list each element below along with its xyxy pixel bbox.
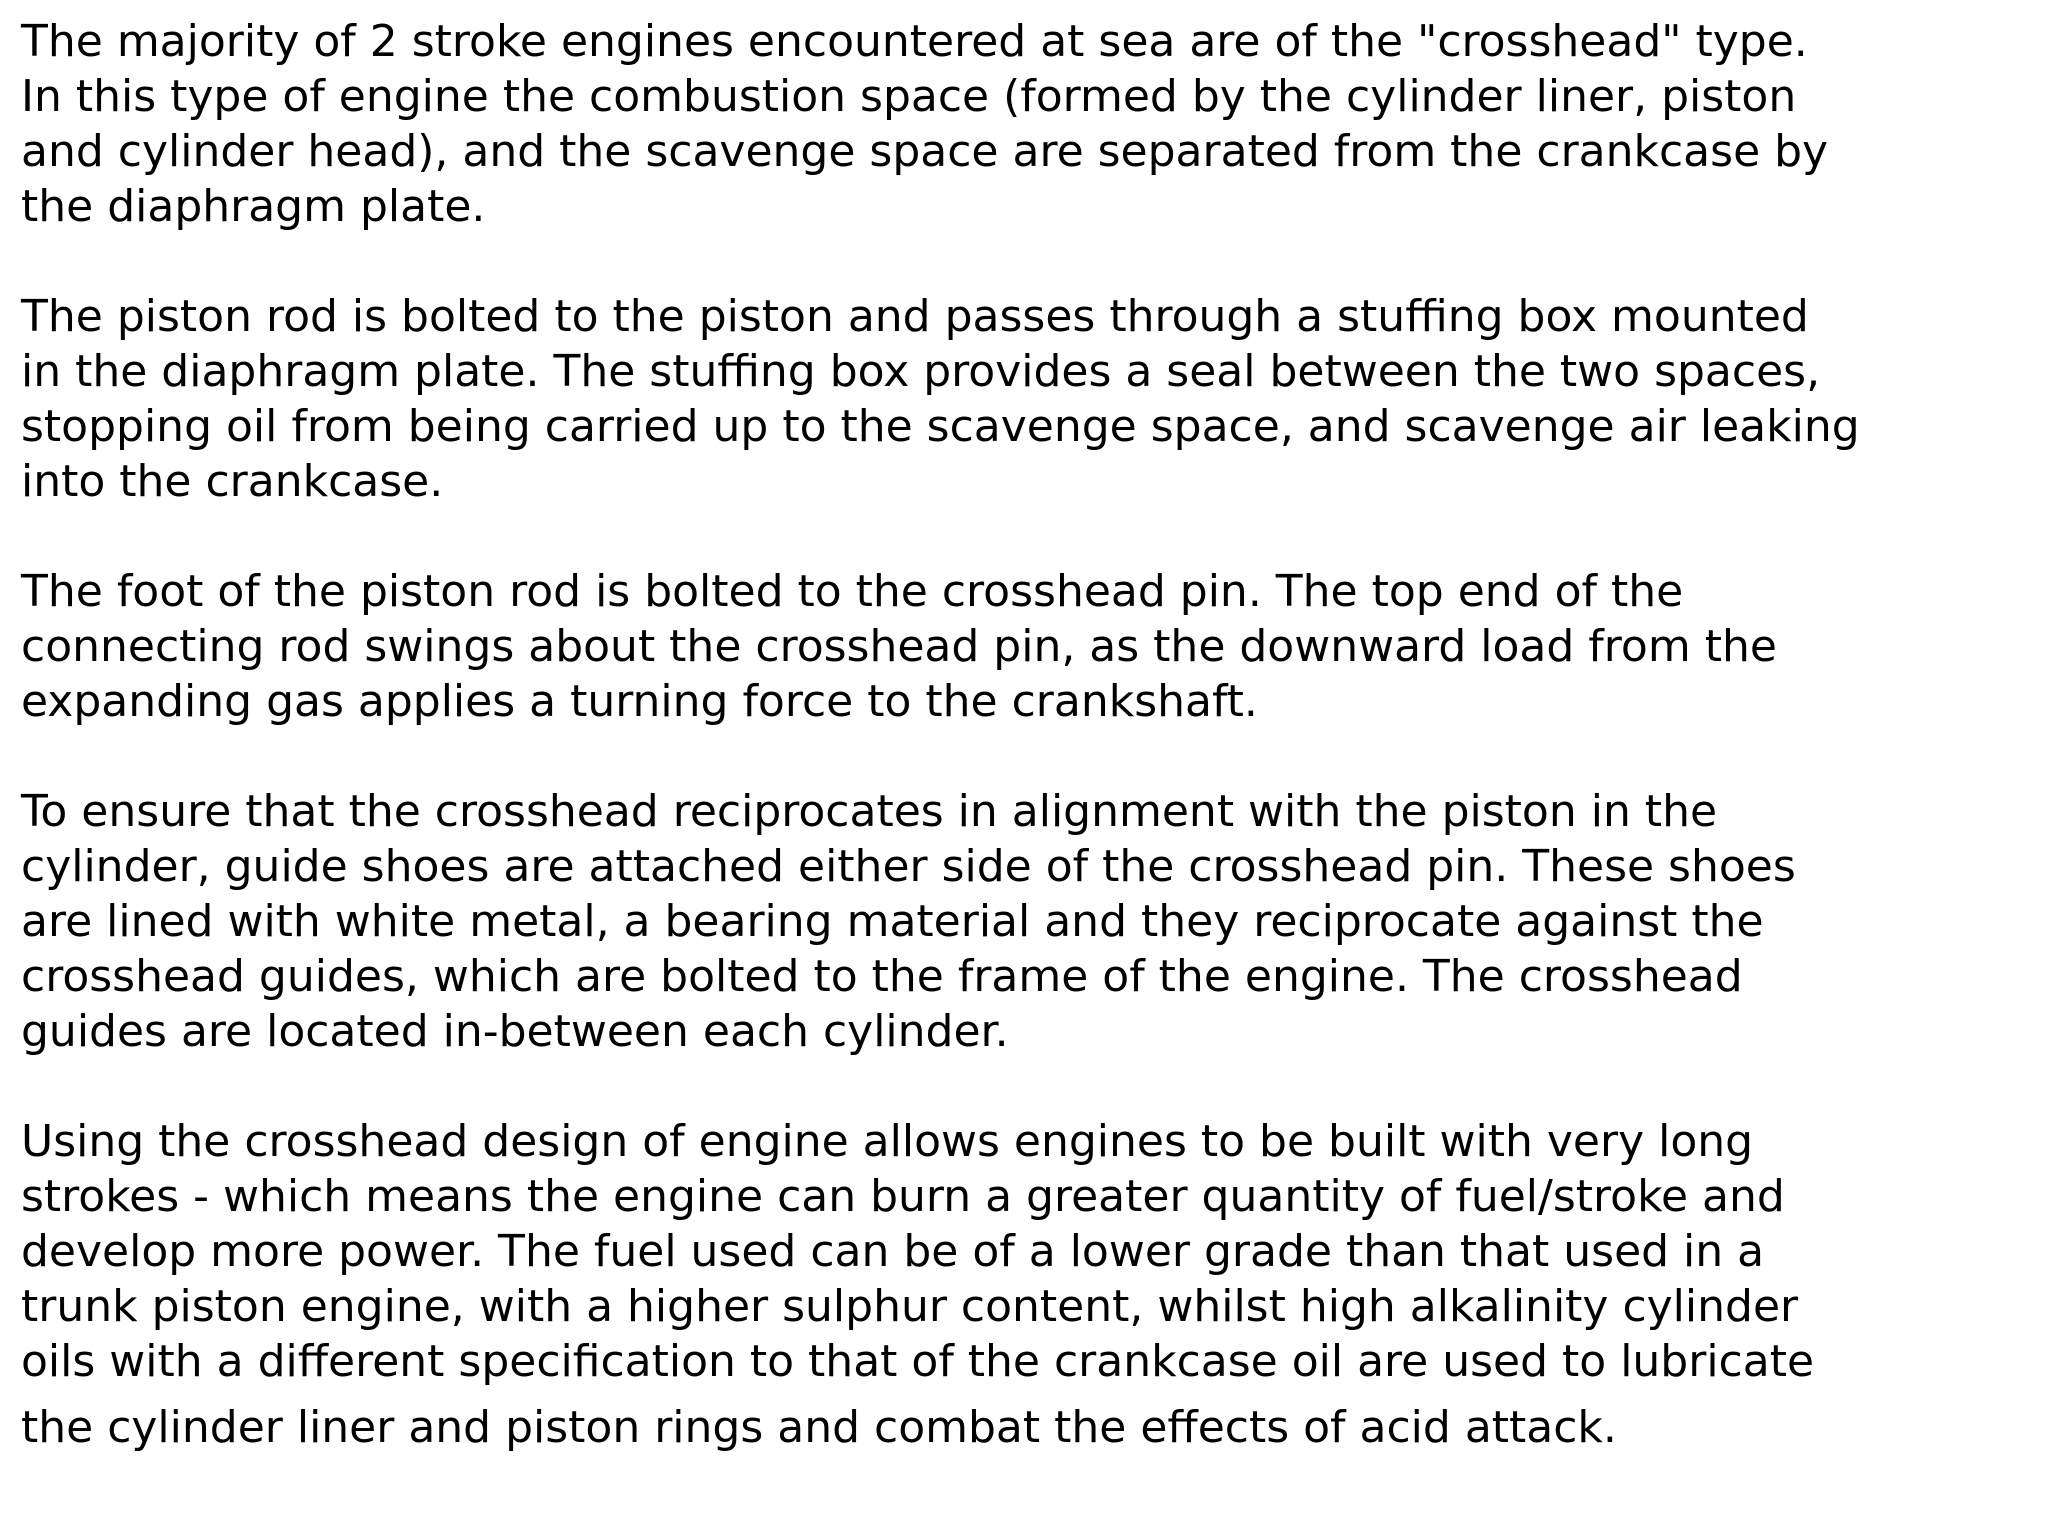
text-line: develop more power. The fuel used can be of a lower grade than that used in a	[21, 1226, 1765, 1277]
text-line: connecting rod swings about the crosshead pin, as the downward load from the	[21, 621, 1777, 672]
text-line: To ensure that the crosshead reciprocates in alignment with the piston in the	[21, 786, 1718, 837]
paragraph-crosshead-type	[21, 14, 2021, 234]
text-line: oils with a different specification to that of the crankcase oil are used to lubricate	[21, 1336, 1815, 1387]
text-line: guides are located in-between each cylinder.	[21, 1006, 1009, 1057]
text-line: Using the crosshead design of engine allows engines to be built with very long	[21, 1116, 1754, 1167]
text-line: crosshead guides, which are bolted to the frame of the engine. The crosshead	[21, 951, 1743, 1002]
paragraph-crosshead-pin	[21, 564, 2021, 729]
text-line: stopping oil from being carried up to the scavenge space, and scavenge air leaking	[21, 401, 1860, 452]
text-line: cylinder, guide shoes are attached either side of the crosshead pin. These shoes	[21, 841, 1796, 892]
text-line: strokes - which means the engine can burn a greater quantity of fuel/stroke and	[21, 1171, 1785, 1222]
text-line: The foot of the piston rod is bolted to the crosshead pin. The top end of the	[21, 566, 1684, 617]
text-line: trunk piston engine, with a higher sulphur content, whilst high alkalinity cylinder	[21, 1281, 1799, 1332]
text-line: the cylinder liner and piston rings and combat the effects of acid attack.	[21, 1402, 1617, 1453]
paragraph-design-advantages	[21, 1114, 2021, 1456]
text-line: The majority of 2 stroke engines encountered at sea are of the "crosshead" type.	[21, 16, 1808, 67]
paragraph-piston-rod	[21, 289, 2021, 509]
paragraph-guide-shoes	[21, 784, 2021, 1059]
text-line: in the diaphragm plate. The stuffing box provides a seal between the two spaces,	[21, 346, 1821, 397]
text-line: In this type of engine the combustion space (formed by the cylinder liner, piston	[21, 71, 1797, 122]
text-line: into the crankcase.	[21, 456, 444, 507]
document-body	[21, 14, 2021, 1456]
text-line: The piston rod is bolted to the piston and passes through a stuffing box mounted	[21, 291, 1809, 342]
text-line: expanding gas applies a turning force to the crankshaft.	[21, 676, 1258, 727]
text-line: are lined with white metal, a bearing material and they reciprocate against the	[21, 896, 1764, 947]
text-line: the diaphragm plate.	[21, 181, 486, 232]
text-line: and cylinder head), and the scavenge space are separated from the crankcase by	[21, 126, 1829, 177]
